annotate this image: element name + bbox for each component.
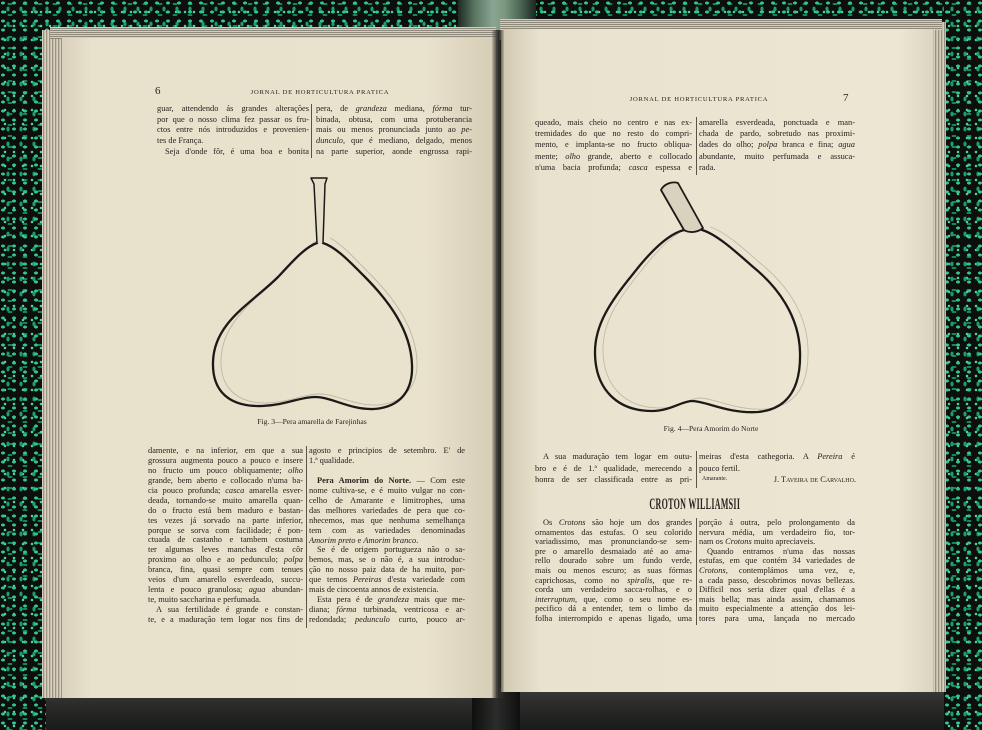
text-line — [535, 556, 692, 566]
text-line — [535, 162, 692, 173]
text-run: e — [355, 535, 364, 545]
text-run: Se é de origem portugueza não o sa- — [317, 545, 465, 555]
text-line — [535, 518, 692, 528]
italic-text: agua — [248, 585, 266, 595]
text-run: , que, como o seu nome es- — [575, 594, 692, 604]
text-line — [535, 463, 692, 475]
text-run: folha interrompido e apenas ligado, uma — [535, 613, 692, 623]
paragraph — [699, 547, 855, 624]
signature-place: Amarante. — [702, 476, 728, 482]
paragraph — [309, 545, 465, 595]
text-run: . — [416, 535, 419, 545]
italic-text: spiralis — [627, 575, 653, 585]
text-line — [148, 496, 303, 506]
text-run: branca, fina, quasi sempre com tenues — [148, 565, 303, 575]
italic-text: Pereira — [817, 452, 843, 461]
text-run: turbinada, ventricosa e ar- — [356, 605, 465, 615]
text-run: estufas, em que contém 34 variedades de — [699, 556, 855, 566]
text-run: porque se sorva com facilidade; é pon- — [148, 525, 303, 535]
text-run: pera, de — [316, 104, 356, 113]
text-run: rada. — [699, 162, 716, 172]
paragraph — [309, 595, 465, 625]
text-line — [699, 614, 855, 624]
text-line — [309, 526, 465, 536]
text-run: veios d'um amarello esverdeado, succu- — [148, 575, 303, 585]
text-line — [699, 518, 855, 528]
italic-text: dunculo — [316, 136, 343, 146]
text-line — [535, 547, 692, 557]
text-run: te, e a maduração tem logar nos fins de — [148, 614, 303, 624]
text-column — [699, 451, 855, 474]
text-column — [316, 104, 472, 157]
text-run: amarella esverdeada, ponctuada e man- — [699, 118, 855, 127]
text-line — [535, 614, 692, 624]
text-line — [535, 139, 692, 150]
text-line — [309, 446, 465, 456]
text-line — [148, 615, 303, 625]
text-line — [309, 555, 465, 565]
text-line — [157, 115, 309, 126]
text-line — [699, 556, 855, 566]
text-line — [699, 117, 855, 128]
text-run: diana; — [309, 605, 337, 615]
text-line — [699, 528, 855, 538]
text-line — [148, 585, 303, 595]
text-run: por que o nosso clima fez passar os fru- — [157, 114, 309, 124]
text-line — [699, 128, 855, 139]
running-head: JORNAL DE HORTICULTURA PRATICA — [629, 96, 769, 103]
text-line — [148, 476, 303, 486]
text-run: nome cultiva-se, e é muito vulgar no con- — [309, 485, 465, 495]
text-line — [699, 604, 855, 614]
text-line — [148, 446, 303, 456]
text-run: ornamentos das estufas. O seu colorido — [535, 527, 692, 537]
text-line — [699, 162, 855, 173]
text-run: tem com as variedades denominadas — [309, 525, 465, 535]
text-line — [535, 604, 692, 614]
text-line — [309, 605, 465, 615]
text-line — [148, 605, 303, 615]
text-run: deada, tornando-se muito amarella quan- — [148, 495, 303, 505]
text-line — [316, 136, 472, 147]
text-run: nam os — [699, 537, 726, 547]
paragraph — [699, 451, 855, 474]
text-line — [699, 537, 855, 547]
gutter — [492, 30, 504, 698]
text-run: grande, bem aberto e collocado n'uma ba- — [148, 475, 303, 485]
italic-text: grandeza — [377, 595, 409, 605]
text-line — [148, 516, 303, 526]
text-run: tremidades do que no resto do compri- — [535, 129, 692, 139]
text-line — [535, 117, 692, 128]
text-line — [309, 575, 465, 585]
italic-text: Amorim preto — [309, 535, 356, 545]
text-line — [535, 595, 692, 605]
text-run: são hoje um dos grandes — [585, 518, 693, 527]
text-line — [699, 585, 855, 595]
text-line — [699, 576, 855, 586]
text-run: mente; — [535, 151, 566, 161]
text-run: abundante, muito perfumada e assuca- — [699, 151, 855, 161]
text-run: Seja d'onde fôr, é uma boa e bonita — [165, 146, 309, 156]
text-column — [535, 451, 692, 486]
text-run: Esta pera é de — [317, 595, 378, 605]
italic-text: casca — [628, 162, 648, 172]
text-run: pre o amarello desmaiado até ao ama- — [535, 546, 692, 556]
paragraph — [699, 518, 855, 547]
text-line — [148, 575, 303, 585]
column-rule — [311, 104, 312, 158]
text-run: agosto e principios de setembro. E' de — [309, 446, 465, 455]
text-run: é — [842, 452, 855, 461]
text-line — [148, 555, 303, 565]
italic-text: pedunculo — [354, 615, 390, 624]
text-line — [309, 585, 465, 595]
text-run: mais de cincoenta annos de existencia. — [309, 585, 439, 595]
text-run: rello dourado sobre um fundo verde, — [535, 556, 692, 566]
text-run: mais ou menos escuro; as suas fórmas — [535, 565, 692, 575]
text-line — [316, 147, 472, 158]
paragraph — [157, 147, 309, 158]
text-run: chada de pardo, sobretudo nas proximi- — [699, 129, 855, 139]
text-run: bemos, mas, se o não é, a sua introduc- — [309, 555, 465, 565]
text-run: variadissimo, mas pronunciando-se sem- — [535, 537, 692, 547]
text-run: porção á outra, pelo prolongamento da — [699, 518, 855, 527]
text-line — [157, 125, 309, 136]
text-run: — Com este — [411, 475, 465, 485]
italic-text: polpa — [758, 140, 778, 150]
text-run: muito apreciaveis. — [751, 537, 816, 547]
text-run: A sua maduração tem logar em outu- — [543, 452, 692, 461]
text-line — [535, 128, 692, 139]
text-run: damente, e na inferior, em que a sua — [148, 446, 303, 455]
text-run: ter algumas leves manchas d'esta côr — [148, 545, 303, 555]
text-run: 1.ª qualidade. — [309, 455, 355, 465]
paragraph — [309, 446, 465, 466]
paragraph — [148, 446, 303, 605]
italic-text: Crotons — [558, 518, 586, 527]
text-run: nervura média, um verdadeiro fio, tor- — [699, 527, 855, 537]
text-column — [309, 446, 465, 625]
italic-text: agua — [838, 140, 855, 150]
paragraph — [699, 117, 855, 173]
text-run: dades do olho; — [699, 140, 759, 150]
text-run: Quando entramos n'uma das nossas — [707, 546, 855, 556]
italic-text: grandeza — [355, 104, 387, 113]
italic-text: polpa — [283, 555, 303, 565]
text-line — [699, 151, 855, 162]
text-run: das melhores variedades de pera que co- — [309, 505, 465, 515]
text-run: na parte superior, aonde engrossa rapi- — [316, 146, 472, 156]
article-title-text: CROTON WILLIAMSII — [649, 496, 741, 513]
text-run: no fructo um pouco obliquamente; — [148, 465, 289, 475]
text-run: tes de França. — [157, 136, 204, 146]
text-run: mais que me- — [408, 595, 466, 605]
text-run: do o fructo está bem maduro e bastan- — [148, 505, 303, 515]
text-line — [309, 565, 465, 575]
text-line — [699, 451, 855, 463]
text-line — [148, 466, 303, 476]
text-run: pecifico dá a entender, tem o limbo da — [535, 604, 692, 614]
text-run: grande, aberto e collocado — [580, 151, 693, 161]
text-line — [535, 566, 692, 576]
text-line — [309, 595, 465, 605]
page-edges-right — [931, 22, 946, 692]
italic-text: Crotons — [725, 537, 752, 547]
italic-text: Crotons — [699, 565, 726, 575]
text-line — [148, 506, 303, 516]
text-line — [535, 151, 692, 162]
text-line — [316, 125, 472, 136]
text-run: espessa e — [647, 162, 692, 172]
text-line — [316, 104, 472, 115]
paragraph — [535, 451, 692, 486]
text-line — [309, 545, 465, 555]
text-run: te, muito saccharina e perfumada. — [148, 595, 262, 605]
paragraph — [157, 104, 309, 147]
text-line — [535, 576, 692, 586]
text-run: lenta e pouco granulosa; — [148, 585, 249, 595]
text-run: nhecemos, mas que nenhuma semelhança — [309, 515, 465, 525]
text-line — [148, 526, 303, 536]
column-rule — [306, 446, 307, 628]
text-run: curto, pouco ar- — [389, 615, 465, 624]
text-line — [535, 537, 692, 547]
text-run: mais bella; mas ainda assim, chamamos — [699, 594, 855, 604]
text-run: , que re- — [652, 575, 692, 585]
figure-caption: Fig. 3—Pera amarella de Farejinhas — [257, 417, 367, 426]
text-line — [535, 528, 692, 538]
column-rule — [696, 451, 697, 488]
text-column — [699, 518, 855, 624]
page-number: 6 — [155, 85, 161, 97]
text-line — [148, 545, 303, 555]
text-run: mediana, — [386, 104, 433, 113]
text-line — [157, 104, 309, 115]
article-title — [595, 497, 795, 513]
text-run: honra de ser classificada entre as pri- — [535, 475, 692, 484]
text-column — [699, 117, 855, 173]
text-line — [157, 136, 309, 147]
text-run: queado, mais cheio no centro e nas ex- — [535, 118, 692, 127]
text-run: tes vezes já sorvado na parte inferior, — [148, 515, 303, 525]
text-run: tores para uma, lançada no mercado — [699, 613, 855, 623]
text-run: ctuada de castanho e tambem costuma — [148, 535, 303, 545]
text-line — [535, 585, 692, 595]
text-run: grossura augmenta pouco a pouco e insere — [148, 455, 303, 465]
text-run: a cada passo, descobrimos novas bellezas. — [699, 575, 855, 585]
text-run: mais ou menos pronunciada junto ao — [316, 125, 462, 135]
text-line — [148, 486, 303, 496]
text-run: branca e fina; — [777, 140, 839, 150]
text-line — [148, 456, 303, 466]
text-run: , que é mediano, delgado, menos — [342, 136, 472, 146]
paragraph — [309, 476, 465, 546]
text-run: A sua fertilidade é grande e constan- — [156, 605, 303, 614]
text-run: muito especialmente a attenção dos lei- — [699, 604, 855, 614]
text-line — [699, 547, 855, 557]
text-run: que temos — [309, 575, 353, 585]
column-rule — [696, 518, 697, 625]
text-column — [535, 518, 692, 624]
italic-text: interruptum — [535, 594, 576, 604]
text-run: tur- — [452, 104, 472, 113]
text-run: bro e é de 1.ª qualidade, merecendo a — [535, 463, 692, 473]
paragraph — [148, 605, 303, 625]
text-run: guar, attendendo ás grandes alterações — [157, 104, 309, 113]
italic-text: Amorim branco — [363, 535, 417, 545]
text-run: d'esta variedade com — [381, 575, 465, 585]
page-number: 7 — [843, 92, 849, 104]
italic-text: pe- — [461, 125, 472, 135]
text-run: proximo ao olho e ao pedunculo; — [148, 555, 284, 565]
paragraph — [316, 104, 472, 157]
text-line — [535, 451, 692, 463]
text-run: ção no nosso paiz data de ha muito, por- — [309, 565, 465, 575]
italic-text: casca — [225, 485, 245, 495]
text-line — [157, 147, 309, 158]
signature-author: J. Taveira de Carvalho. — [773, 475, 856, 484]
text-line — [309, 456, 465, 466]
text-run: Os — [543, 518, 559, 527]
page-edges-left — [42, 30, 64, 698]
text-column — [157, 104, 309, 157]
italic-text: Pereiras — [352, 575, 382, 585]
text-run: cia pouco profunda; — [148, 485, 226, 495]
text-column — [148, 446, 303, 625]
text-run: pouco fertil. — [699, 463, 740, 473]
text-column — [535, 117, 692, 173]
text-run: n'uma bacia profunda; — [535, 162, 629, 172]
text-line — [699, 463, 855, 475]
text-line — [535, 474, 692, 486]
text-line — [309, 476, 465, 486]
text-line — [699, 139, 855, 150]
text-run: binada, obtusa, com uma protuberancia — [316, 114, 472, 124]
marbled-edge-left — [0, 0, 46, 730]
paragraph — [535, 117, 692, 173]
text-run: ctos entre nós introduzidos e provenien- — [157, 125, 309, 135]
bold-text: Pera Amorim do Norte. — [317, 475, 412, 485]
italic-text: olho — [565, 151, 581, 161]
text-run: amarella esver- — [244, 485, 303, 495]
text-line — [309, 506, 465, 516]
text-run: mento, e implanta-se no fructo obliqua- — [535, 140, 692, 150]
text-line — [309, 486, 465, 496]
text-line — [699, 595, 855, 605]
text-line — [309, 516, 465, 526]
text-line — [148, 595, 303, 605]
running-head: JORNAL DE HORTICULTURA PRATICA — [250, 89, 390, 96]
figure-caption: Fig. 4—Pera Amorim do Norte — [663, 424, 759, 433]
text-run: celho de Amarante e limitrophes, uma — [309, 495, 465, 505]
text-run: , contemplámos uma vez, e, — [725, 565, 855, 575]
marbled-edge-right — [944, 0, 982, 730]
text-run: meiras d'esta cathegoria. A — [699, 452, 818, 461]
text-run: caprichosas, como no — [535, 575, 628, 585]
text-line — [148, 565, 303, 575]
text-run: redondada; — [309, 615, 355, 624]
paragraph — [535, 518, 692, 624]
column-rule — [696, 117, 697, 175]
italic-text: olho — [288, 465, 303, 475]
italic-text: fórma — [336, 605, 357, 615]
text-line — [309, 615, 465, 625]
text-run: Difficil nos seria dizer qual d'ellas é a — [699, 585, 855, 595]
text-run: corda um verdadeiro sacca-rolhas, e o — [535, 585, 692, 595]
text-line — [316, 115, 472, 126]
text-line — [699, 566, 855, 576]
text-line — [148, 535, 303, 545]
text-run: abundan- — [265, 585, 303, 595]
italic-text: fórma — [432, 104, 453, 113]
text-line — [309, 536, 465, 546]
text-line — [309, 496, 465, 506]
